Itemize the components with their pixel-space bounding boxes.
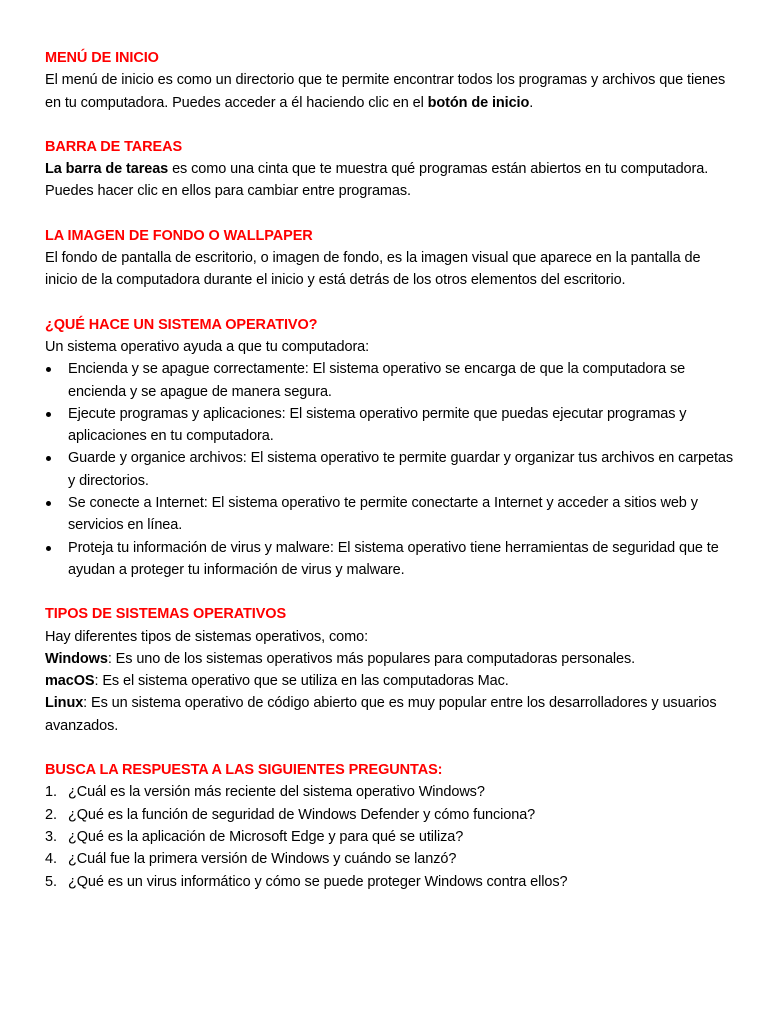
list-item (45, 358, 735, 403)
os-type-macos (45, 670, 735, 692)
question-item (45, 781, 735, 803)
section-heading: BARRA DE TAREAS (45, 138, 183, 155)
os-description: : Es un sistema operativo de código abierto que es muy popular entre los desarrolladores y usuarios avanzados. (45, 695, 717, 734)
bullet-list (45, 358, 735, 581)
section-paragraph: El fondo de pantalla de escritorio, o imagen de fondo, es la imagen visual que aparece en la pantalla de inicio de la computadora durante el inicio y está detrás de los otros elementos del escritorio. (45, 250, 701, 289)
document-page (45, 47, 735, 915)
bullet-icon (46, 367, 51, 372)
os-name: Windows (45, 650, 108, 667)
question-text: ¿Cuál es la versión más reciente del sistema operativo Windows? (68, 784, 485, 801)
bullet-icon (46, 456, 51, 461)
section-operating-system (45, 314, 735, 582)
section-wallpaper (45, 225, 735, 292)
section-heading: MENÚ DE INICIO (45, 50, 159, 66)
question-item (45, 848, 735, 870)
section-intro: Un sistema operativo ayuda a que tu computadora: (45, 338, 370, 355)
paragraph-text-end: . (529, 94, 534, 111)
section-heading: LA IMAGEN DE FONDO O WALLPAPER (45, 227, 313, 244)
section-heading: TIPOS DE SISTEMAS OPERATIVOS (45, 606, 287, 623)
section-heading: BUSCA LA RESPUESTA A LAS SIGUIENTES PREGUNTAS: (45, 762, 443, 779)
question-number: 5. (45, 873, 57, 890)
list-item-text: Ejecute programas y aplicaciones: El sistema operativo permite que puedas ejecutar programas y aplicaciones en tu computadora. (68, 405, 687, 445)
question-text: ¿Cuál fue la primera versión de Windows y cuándo se lanzó? (68, 851, 457, 868)
list-item (45, 537, 735, 582)
paragraph-text: El menú de inicio es como un directorio que te permite encontrar todos los programas y archivos que tienes en tu computadora. Puedes acceder a él haciendo clic en el (45, 72, 726, 111)
question-text: ¿Qué es un virus informático y cómo se puede proteger Windows contra ellos? (68, 873, 568, 890)
question-number: 3. (45, 828, 57, 845)
question-number: 2. (45, 806, 57, 823)
question-text: ¿Qué es la función de seguridad de Windows Defender y cómo funciona? (68, 806, 536, 823)
section-heading: ¿QUÉ HACE UN SISTEMA OPERATIVO? (45, 316, 318, 333)
list-item (45, 403, 735, 448)
list-item-text: Guarde y organice archivos: El sistema operativo te permite guardar y organizar tus archivos en carpetas y directorios. (68, 450, 733, 489)
os-type-linux (45, 692, 735, 737)
section-paragraph (45, 158, 735, 203)
bullet-icon (46, 412, 51, 417)
question-number: 4. (45, 851, 57, 868)
section-os-types (45, 603, 735, 737)
bullet-icon (46, 546, 51, 551)
question-text: ¿Qué es la aplicación de Microsoft Edge y para qué se utiliza? (68, 828, 464, 845)
paragraph-text: es como una cinta que te muestra qué programas están abiertos en tu computadora. Puedes hacer clic en ellos para cambiar entre programas. (45, 161, 709, 200)
question-item (45, 804, 735, 826)
list-item (45, 492, 735, 537)
section-paragraph (45, 69, 735, 114)
numbered-list (45, 781, 735, 892)
list-item-text: Se conecte a Internet: El sistema operativo te permite conectarte a Internet y acceder a sitios web y servicios en línea. (68, 495, 698, 534)
os-description: : Es el sistema operativo que se utiliza en las computadoras Mac. (94, 673, 509, 690)
os-name: macOS (45, 673, 95, 690)
os-description: : Es uno de los sistemas operativos más populares para computadoras personales. (107, 650, 636, 667)
question-item (45, 871, 735, 893)
os-name: Linux (45, 695, 84, 712)
section-start-menu (45, 47, 735, 114)
question-number: 1. (45, 784, 57, 801)
bold-term: La barra de tareas (45, 161, 169, 178)
section-intro: Hay diferentes tipos de sistemas operativos, como: (45, 628, 369, 645)
section-questions (45, 759, 735, 893)
os-type-windows (45, 648, 735, 670)
list-item (45, 447, 735, 492)
list-item-text: Encienda y se apague correctamente: El sistema operativo se encarga de que la computadora se encienda y se apague de manera segura. (68, 361, 686, 400)
bold-term: botón de inicio (427, 94, 530, 111)
section-taskbar (45, 136, 735, 203)
list-item-text: Proteja tu información de virus y malware: El sistema operativo tiene herramientas de seguridad que te ayudan a proteger tu información de virus y malware. (68, 539, 719, 578)
question-item (45, 826, 735, 848)
bullet-icon (46, 501, 51, 506)
